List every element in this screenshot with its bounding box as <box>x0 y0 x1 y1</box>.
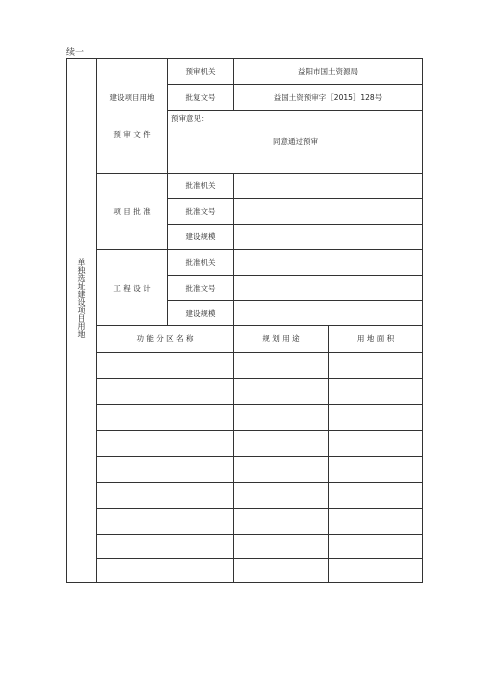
row-line-p2 <box>167 110 423 111</box>
preapproval-section-label-1: 建设项目用地 <box>109 93 155 102</box>
table-border-right <box>422 58 423 583</box>
preapproval-section-label-2: 预 审 文 件 <box>113 130 151 139</box>
preapproval-opinion-value: 同意通过预审 <box>273 137 318 146</box>
sublabel-divider-2 <box>233 173 234 325</box>
project-authority-label: 批准机关 <box>185 181 216 190</box>
row-line-d2 <box>167 300 423 301</box>
zones-row-line <box>96 404 423 405</box>
zones-col-divider-1 <box>233 325 234 583</box>
project-scale-label: 建设规模 <box>185 232 216 241</box>
preapproval-opinion-label: 预审意见： <box>171 114 209 123</box>
project-approval-section-label: 项 目 批 准 <box>113 207 151 216</box>
design-docno-label: 批准文号 <box>185 284 216 293</box>
preapproval-docno-value: 益国土资预审字［2015］128号 <box>273 93 383 102</box>
table-border-top <box>66 58 423 59</box>
continued-label: 续一 <box>66 48 85 58</box>
zones-row-line <box>96 378 423 379</box>
preapproval-authority-value: 益阳市国土资源局 <box>298 67 358 76</box>
zones-header-name: 功 能 分 区 名 称 <box>136 334 194 343</box>
row-line-d1 <box>167 275 423 276</box>
zones-row-line <box>96 430 423 431</box>
divider-preapproval-bottom <box>96 173 423 174</box>
zones-row-line <box>96 352 423 353</box>
zones-row-line <box>96 482 423 483</box>
zones-row-line <box>96 558 423 559</box>
engineering-design-section-label: 工 程 设 计 <box>113 284 151 293</box>
side-label: 单独选址建设项目用地 <box>77 258 86 338</box>
table-border-bottom <box>66 582 423 583</box>
divider-design-bottom <box>96 325 423 326</box>
zones-col-divider-2 <box>328 325 329 583</box>
table-border-left <box>66 58 67 583</box>
zones-header-use: 规 划 用 途 <box>262 334 300 343</box>
row-line-p1 <box>167 84 423 85</box>
divider-project-bottom <box>96 249 423 250</box>
design-authority-label: 批准机关 <box>185 258 216 267</box>
design-scale-label: 建设规模 <box>185 309 216 318</box>
zones-row-line <box>96 534 423 535</box>
zones-header-area: 用 地 面 积 <box>356 334 395 343</box>
row-line-a1 <box>167 198 423 199</box>
project-docno-label: 批准文号 <box>185 207 216 216</box>
row-line-a2 <box>167 224 423 225</box>
preapproval-authority-label: 预审机关 <box>185 67 216 76</box>
zones-row-line <box>96 508 423 509</box>
preapproval-docno-label: 批复文号 <box>185 93 216 102</box>
zones-row-line <box>96 456 423 457</box>
